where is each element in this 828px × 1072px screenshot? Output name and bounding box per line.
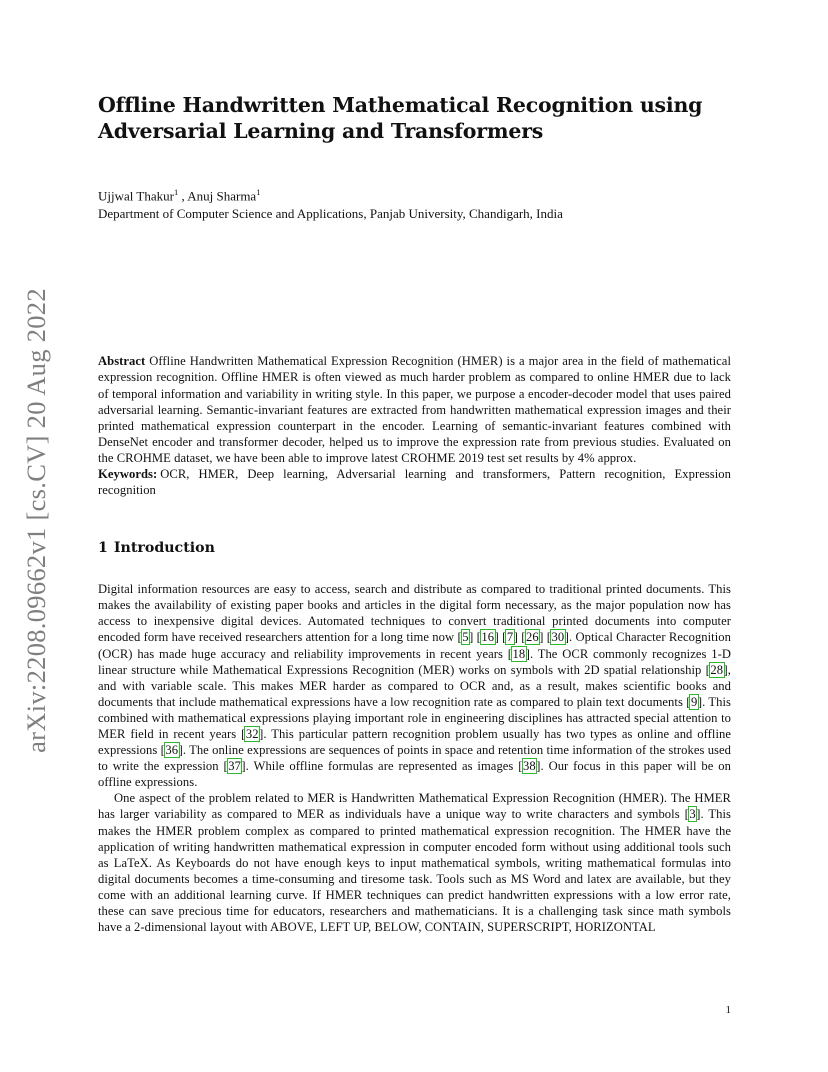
intro-paragraph-1 [98,581,731,790]
paragraph-text: . The OCR commonly recognizes 1-D linear structure while Mathematical Expressions Recognition (MER) works on symbols with 2D spatial relationship [98,646,731,677]
section-heading [98,539,731,557]
citation-link[interactable]: [ 32 ] [241,727,263,741]
citation-link[interactable]: [ 37 ] [223,759,245,773]
paper-title [98,92,731,144]
citation-link[interactable]: [ 26 ] [521,630,543,644]
page-number: 1 [725,1004,731,1016]
paragraph-text: . The online expressions are sequences of points in space and retention time information of the strokes used to write the expression [98,743,731,774]
citation-link[interactable]: [ 36 ] [161,743,183,757]
abstract-label: Abstract [98,354,146,369]
author-separator: , [178,188,188,204]
paragraph-text: . Optical Character Recognition (OCR) has made huge accuracy and reliability improvements in recent years [98,630,731,661]
citation-link[interactable]: [ 9 ] [686,695,702,709]
citation-link[interactable]: [ 28 ] [706,663,728,677]
arxiv-identifier-stamp [16,280,56,760]
citation-link[interactable]: [ 18 ] [508,647,530,661]
title-line-1: Offline Handwritten Mathematical Recognition using [98,93,703,117]
arxiv-id: arXiv:2208.09662v1 [cs.CV] 20 Aug 2022 [20,287,51,753]
paragraph-text: . This makes the HMER problem complex as compared to printed mathematical expression recognition. The HMER have the application of writing handwritten mathematical expression in computer encoded form without using additional tools such as [98,807,731,870]
paragraph-text: One aspect of the problem related to MER is Handwritten Mathematical Expression Recognition (HMER). The HMER has larger variability as compared to MER as individuals have a unique way to write characters and symbols [98,791,731,822]
paragraph-text: , and with variable scale. This makes MER harder as compared to OCR and, as a result, makes scientific books and documents that include mathematical expressions have a low recognition rate as compared to plain text documents [98,662,731,709]
author-affiliation-mark: 1 [256,187,261,197]
paragraph-text: . This particular pattern recognition problem usually has two types as online and offline expressions [98,727,731,758]
paragraph-text: . While offline formulas are represented as images [245,759,519,774]
author-name: Ujjwal Thakur [98,188,174,204]
abstract [98,353,731,466]
paragraph-text: . This combined with mathematical expressions playing important role in engineering disciplines has attracted special attention to MER field in recent years [98,694,731,742]
keywords [98,466,731,498]
citation-link[interactable]: [ 7 ] [502,630,518,644]
paragraph-text: Digital information resources are easy to access, search and distribute as compared to traditional printed documents. This makes the availability of existing paper books and articles in the digital form necessary, as the major population now has access to inexpensive digital devices. Automated techniques to convert traditional printed documents into computer encoded form have received researchers attention for a long time now [98,582,731,645]
citation-link[interactable]: [ 30 ] [547,630,569,644]
author-list [98,183,731,205]
abstract-text: Offline Handwritten Mathematical Expression Recognition (HMER) is a major area in the field of mathematical expression recognition. Offline HMER is often viewed as much harder problem as compared to online HMER due to lack of temporal information and variability in writing style. In this paper, we purpose a encoder-decoder model that uses paired adversarial learning. Semantic-invariant features are extracted from handwritten mathematical expression images and their printed mathematical expression counterpart in the encoder. Learning of semantic-invariant features combined with DenseNet encoder and transformer decoder, helped us to improve the expression rate from previous studies. Evaluated on the CROHME dataset, we have been able to improve latest CROHME 2019 test set results by 4% approx. [98,354,731,465]
section-number: 1 [98,540,108,557]
citation-link[interactable]: [ 38 ] [518,759,540,773]
section-title: Introduction [113,540,215,557]
paragraph-text: . Our focus in this paper will be on offline expressions. [98,759,732,790]
paper-page [98,92,731,935]
citation-link[interactable]: [ 5 ] [457,630,473,644]
citation-link[interactable]: [ 3 ] [685,807,701,821]
keywords-label: Keywords: [98,466,158,481]
latex-word: LaTeX [113,855,149,870]
affiliation: Department of Computer Science and Applications, Panjab University, Chandigarh, India [98,206,563,222]
title-line-2: Adversarial Learning and Transformers [98,119,544,143]
citation-link[interactable]: [ 16 ] [477,630,499,644]
intro-paragraph-2 [98,790,731,935]
paragraph-text: . As Keyboards do not have enough keys to input mathematical symbols, writing mathematical formulas into digital documents becomes a time-consuming and tiresome task. Tools such as MS Word and latex are available, but they come with an additional learning curve. If HMER techniques can predict handwritten expressions with a low error rate, these can save precious time for educators, researchers and mathematicians. It is a challenging task since math symbols have a 2-dimensional layout with ABOVE, LEFT UP, BELOW, CONTAIN, SUPERSCRIPT, HORIZONTAL [98,855,731,935]
keywords-text: OCR, HMER, Deep learning, Adversarial learning and transformers, Pattern recognition, Expression recognition [98,466,731,498]
author-affiliation-mark: 1 [173,187,179,197]
author-name: Anuj Sharma [187,188,257,204]
